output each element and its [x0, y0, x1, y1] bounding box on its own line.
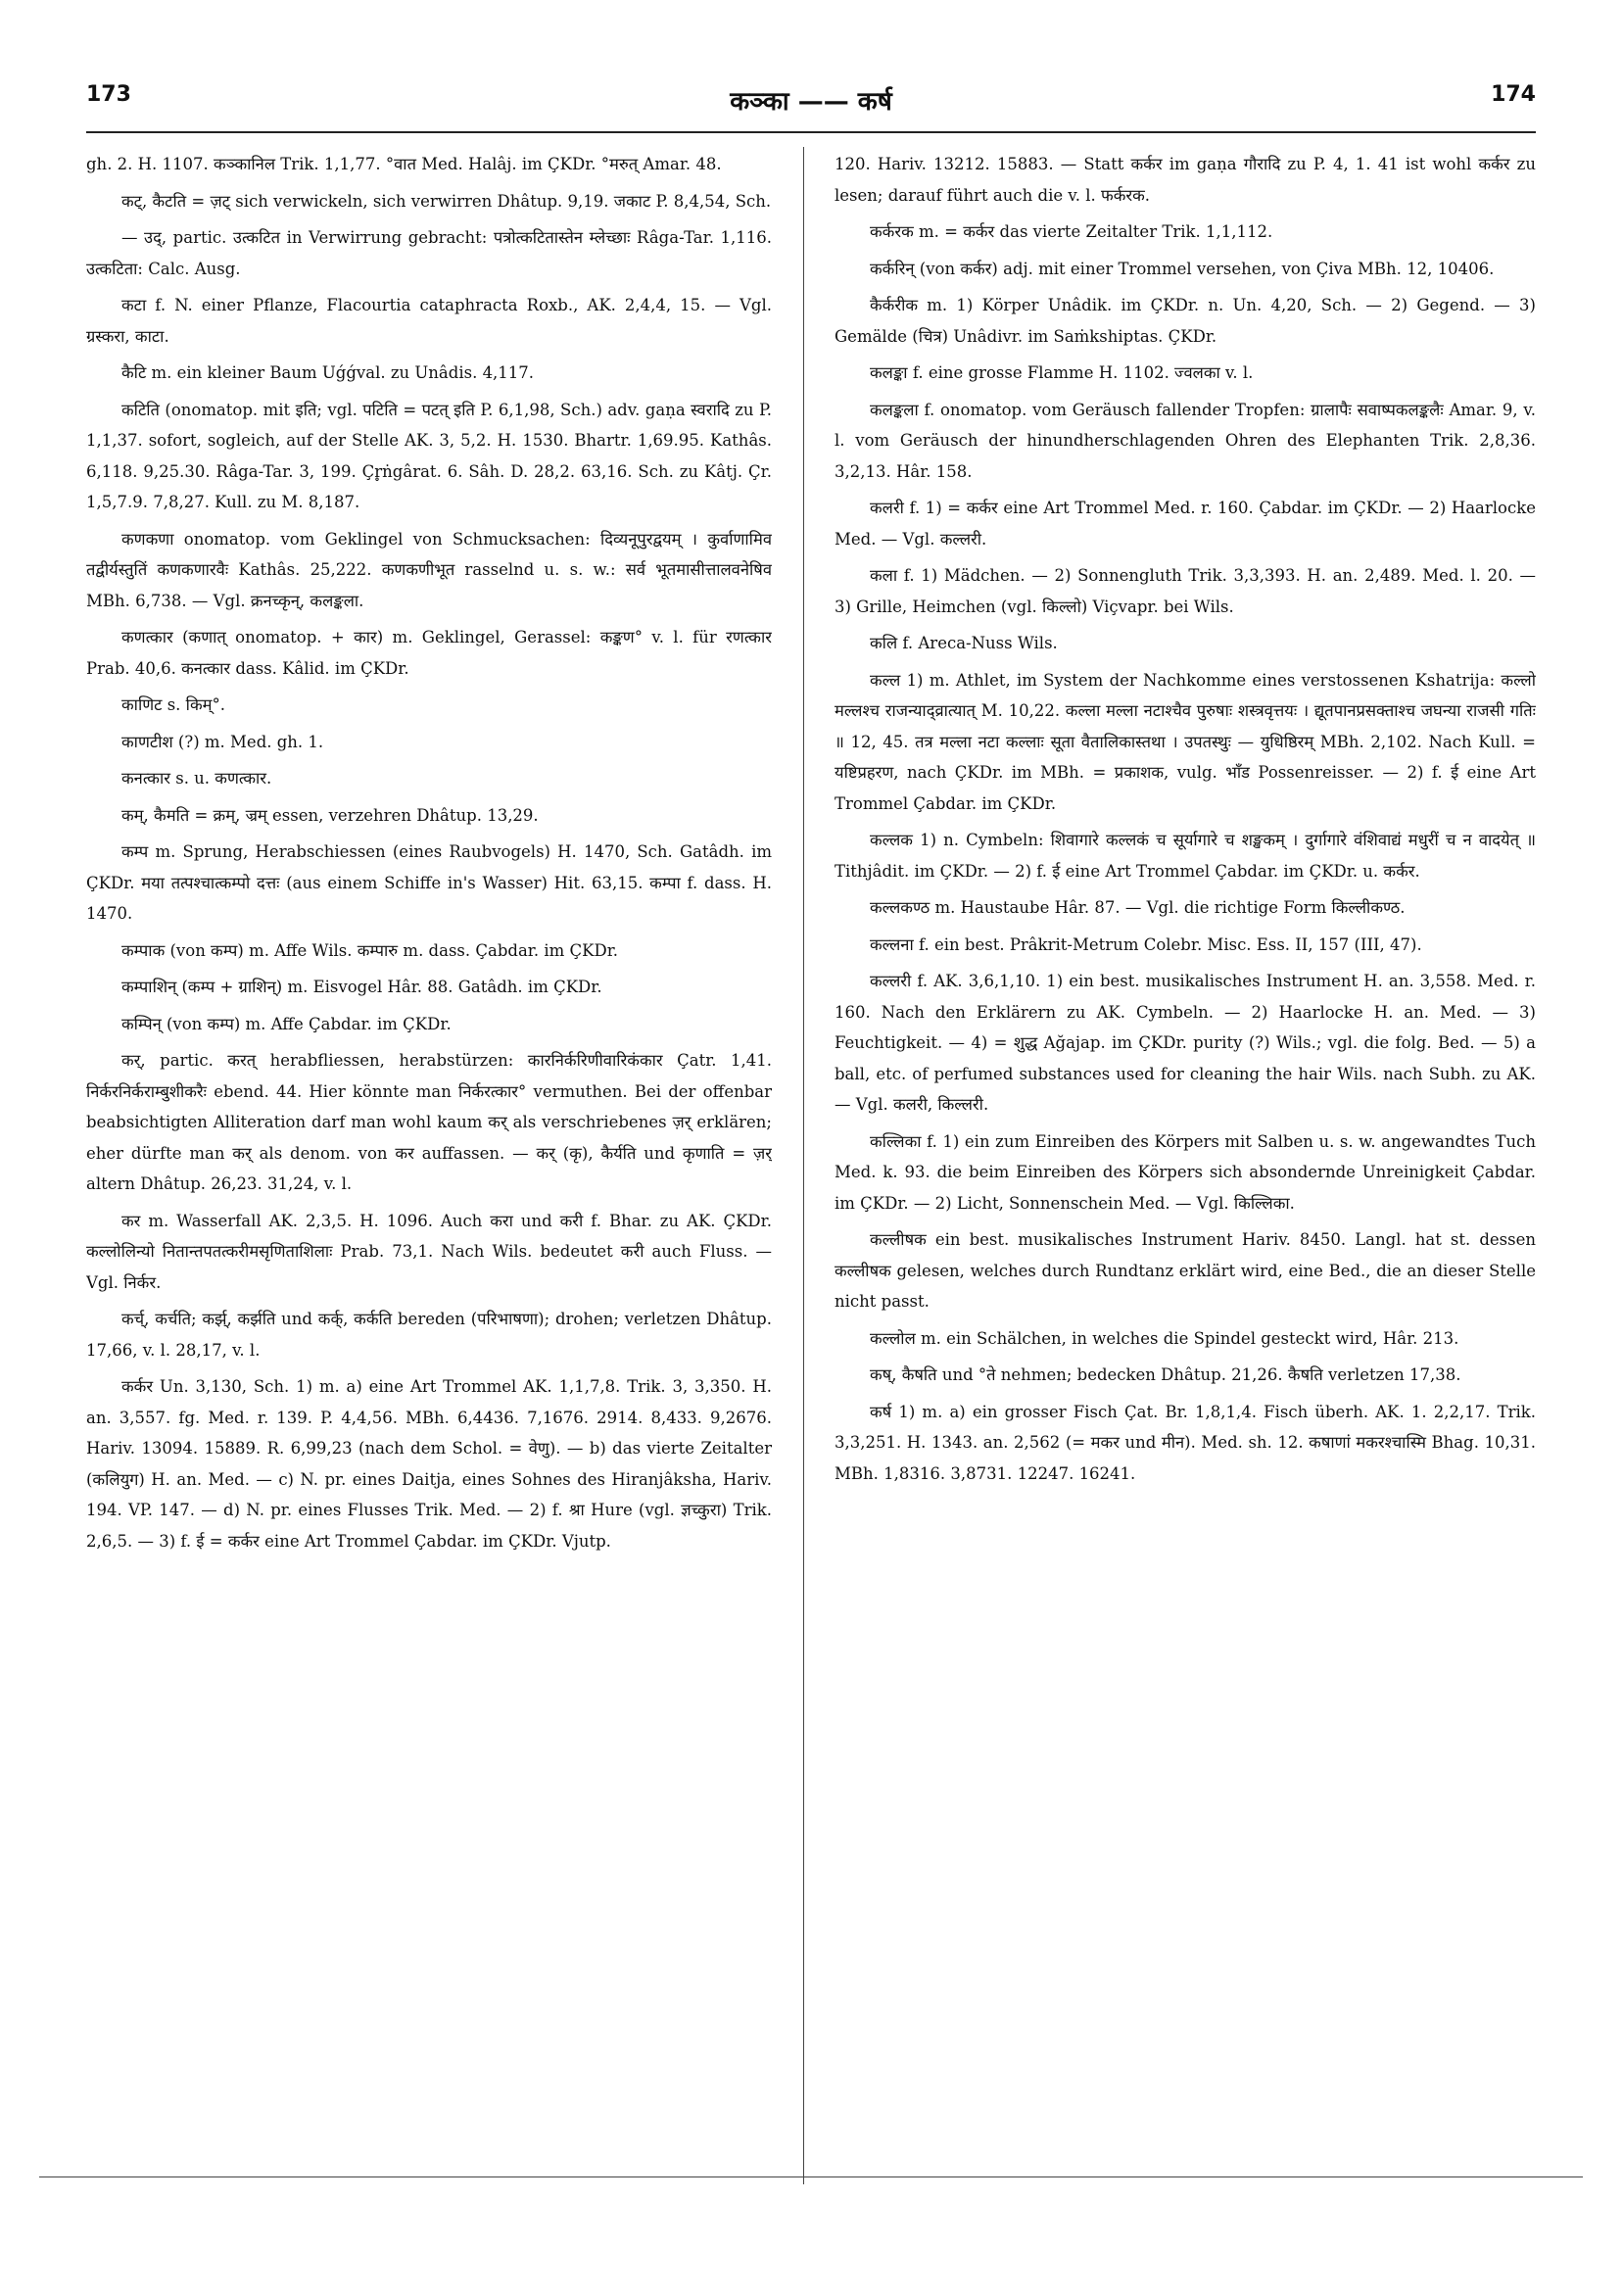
dictionary-entry: कटा f. N. einer Pflanze, Flacourtia cataphracta Roxb., AK. 2,4,4, 15. — Vgl. ग्रस्करा, काटा.: [86, 296, 772, 346]
dictionary-entry: कल्लिका f. 1) ein zum Einreiben des Körpers mit Salben u. s. w. angewandtes Tuch Med. k. 93. die beim Einreiben des Körpers sich absondernde Unreinigkeit Çabdar. im ÇKDr. — 2) Licht, Sonnenschein Med. — Vgl. किल्लिका.: [835, 1131, 1536, 1213]
dictionary-entry: कल्लक 1) n. Cymbeln: शिवागारे कल्लकं च सूर्यागारे च शङ्खकम् । दुर्गागारे वंशिवाद्यं मधुरीं च न वादयेत् ॥ Tithjâdit. im ÇKDr. — 2) f. ई eine Art Trommel Çabdar. im ÇKDr. u. कर्कर.: [835, 831, 1536, 881]
dictionary-entry: कनत्कार s. u. कणत्कार.: [121, 769, 272, 788]
dictionary-entry: कलि f. Areca-Nuss Wils.: [870, 634, 1058, 652]
dictionary-entry: कट्, कैटति = ज़ट् sich verwickeln, sich verwirren Dhâtup. 9,19. जकाट P. 8,4,54, Sch.: [121, 191, 772, 211]
column-divider: [803, 147, 804, 2184]
dictionary-entry: कल्लकण्ठ m. Haustaube Hâr. 87. — Vgl. die richtige Form किल्लीकण्ठ.: [870, 898, 1406, 917]
dictionary-entry: कल्ल 1) m. Athlet, im System der Nachkomme eines verstossenen Kshatrija: कल्लो मल्लश्च राजन्याद्व्रात्यात् M. 10,22. कल्ला मल्ला नटाश्चैव पुरुषाः शस्त्रवृत्तयः । द्यूतपानप्रसक्ताश्च जघन्या राजसी गतिः ॥ 12, 45. तत्र मल्ला नटा कल्लाः सूता वैतालिकास्तथा । उपतस्थुः — युधिष्ठिरम् MBh. 2,102. Nach Kull. = यष्टिप्रहरण, nach ÇKDr. im MBh. = प्रकाशक, vulg. भाँड Possenreisser. — 2) f. ई eine Art Trommel Çabdar. im ÇKDr.: [835, 670, 1536, 813]
dictionary-entry: कणकणा onomatop. vom Geklingel von Schmucksachen: दिव्यनूपुरद्वयम् । कुर्वाणामिव तद्वीर्यस्तुतिं कणकणारवैः Kathâs. 25,222. कणकणीभूत rasselnd u. s. w.: सर्व भूतमासीत्तालवनेषिव MBh. 6,738. — Vgl. क्रनच्कृन्, कलङ्कला.: [86, 529, 772, 610]
dictionary-entry: कलङ्का f. eine grosse Flamme H. 1102. ज्वलका v. l.: [870, 363, 1254, 382]
dictionary-entry: कलरी f. 1) = कर्कर eine Art Trommel Med. r. 160. Çabdar. im ÇKDr. — 2) Haarlocke Med. — Vgl. कल्लरी.: [835, 499, 1536, 549]
running-title: कञ्का —— कर्ष: [730, 87, 892, 117]
dictionary-entry: कैटि m. ein kleiner Baum Uǵǵval. zu Unâdis. 4,117.: [121, 363, 535, 382]
dictionary-entry: कला f. 1) Mädchen. — 2) Sonnengluth Trik. 3,3,393. H. an. 2,489. Med. l. 20. — 3) Grille, Heimchen (vgl. किल्लो) Viçvapr. bei Wils.: [835, 566, 1536, 616]
dictionary-entry: कल्लरी f. AK. 3,6,1,10. 1) ein best. musikalisches Instrument H. an. 3,558. Med. r. 160. Nach den Erklärern zu AK. Cymbeln. — 2) Haarlocke H. an. Med. — 3) Feuchtigkeit. — 4) = शुद्ध Ağajap. im ÇKDr. purity (?) Wils.; vgl. die folg. Bed. — 5) a ball, etc. of perfumed substances used for cleaning the hair Wils. nach Subh. zu AK. — Vgl. कलरी, किल्लरी.: [835, 972, 1536, 1114]
dictionary-entry: gh. 2. H. 1107. कञ्कानिल Trik. 1,1,77. °वात Med. Halâj. im ÇKDr. °मरुत् Amar. 48.: [86, 155, 722, 173]
dictionary-entry: कर्च्, कर्चति; कर्झ्, कर्झति und कर्क्, कर्कति bereden (परिभाषणा); drohen; verletzen Dhâtup. 17,66, v. l. 28,17, v. l.: [86, 1310, 772, 1360]
right-page-number: 174: [1491, 82, 1536, 107]
dictionary-entry: कम्पिन् (von कम्प) m. Affe Çabdar. im ÇKDr.: [121, 1014, 452, 1033]
page-header: [86, 82, 1536, 125]
dictionary-entry: कम्, कैमति = क्रम्, ज्रम् essen, verzehren Dhâtup. 13,29.: [121, 805, 539, 825]
dictionary-entry: कलङ्कला f. onomatop. vom Geräusch fallender Tropfen: ग्रालापैः सवाष्पकलङ्कलैः Amar. 9, v. l. vom Geräusch der hinundherschlagenden Ohren des Elephanten Trik. 2,8,36. 3,2,13. Hâr. 158.: [835, 400, 1536, 481]
dictionary-entry: कटिति (onomatop. mit इति; vgl. पटिति = पटत् इति P. 6,1,98, Sch.) adv. gaṇa स्वरादि zu P. 1,1,37. sofort, sogleich, auf der Stelle AK. 3, 5,2. H. 1530. Bhartr. 1,69.95. Kathâs. 6,118. 9,25.30. Râga-Tar. 3, 199. Çr̥ṅgârat. 6. Sâh. D. 28,2. 63,16. Sch. zu Kâtj. Çr. 1,5,7.9. 7,8,27. Kull. zu M. 8,187.: [86, 400, 772, 511]
dictionary-entry: कर्, partic. करत् herabfliessen, herabstürzen: कारनिर्करिणीवारिकंकार Çatr. 1,41. निर्करनिर्कराम्बुशीकरैः ebend. 44. Hier könnte man निर्करत्कार° vermuthen. Bei der offenbar beabsichtigten Alliteration darf man wohl kaum कर् als verschriebenes ज़र् erklären; eher dürfte man कर् als denom. von कर auffassen. — कर् (कृ), कैर्यति und कृणाति = ज़र् altern Dhâtup. 26,23. 31,24, v. l.: [86, 1051, 772, 1193]
dictionary-entry: कल्लोल m. ein Schälchen, in welches die Spindel gesteckt wird, Hâr. 213.: [870, 1328, 1459, 1348]
dictionary-entry: काणटीश (?) m. Med. gh. 1.: [121, 732, 324, 751]
dictionary-entry: कर्करक m. = कर्कर das vierte Zeitalter Trik. 1,1,112.: [870, 222, 1273, 241]
dictionary-entry: कर्ष 1) m. a) ein grosser Fisch Çat. Br. 1,8,1,4. Fisch überh. AK. 1. 2,2,17. Trik. 3,3,251. H. 1343. an. 2,562 (= मकर und मीन). Med. sh. 12. कषाणां मकरश्चास्मि Bhag. 10,31. MBh. 1,8316. 3,8731. 12247. 16241.: [835, 1402, 1536, 1483]
dictionary-entry: कम्प m. Sprung, Herabschiessen (eines Raubvogels) H. 1470, Sch. Gatâdh. im ÇKDr. मया तत्पश्चात्कम्पो दत्तः (aus einem Schiffe in's Wasser) Hit. 63,15. कम्पा f. dass. H. 1470.: [86, 842, 772, 923]
footer-rule: [39, 2176, 1583, 2177]
left-page-number: 173: [86, 82, 131, 107]
dictionary-entry: 120. Hariv. 13212. 15883. — Statt कर्कर im gaṇa गौरादि zu P. 4, 1. 41 ist wohl कर्कर zu lesen; darauf führt auch die v. l. फर्करक.: [835, 155, 1536, 205]
left-column: [86, 149, 772, 2196]
dictionary-entry: कैर्करीक m. 1) Körper Unâdik. im ÇKDr. n. Un. 4,20, Sch. — 2) Gegend. — 3) Gemälde (चित्र) Unâdivr. im Saṁkshiptas. ÇKDr.: [835, 296, 1536, 346]
dictionary-entry: कल्लना f. ein best. Prâkrit-Metrum Colebr. Misc. Ess. II, 157 (III, 47).: [870, 934, 1422, 954]
dictionary-entry: — उद्, partic. उत्कटित in Verwirrung gebracht: पत्रोत्कटितास्तेन म्लेच्छाः Râga-Tar. 1,116. उत्कटिता: Calc. Ausg.: [86, 228, 772, 278]
header-rule: [86, 131, 1536, 133]
dictionary-entry: कर्कर Un. 3,130, Sch. 1) m. a) eine Art Trommel AK. 1,1,7,8. Trik. 3, 3,350. H. an. 3,557. fg. Med. r. 139. P. 4,4,56. MBh. 6,4436. 7,1676. 2914. 8,433. 9,2676. Hariv. 13094. 15889. R. 6,99,23 (nach dem Schol. = वेणु). — b) das vierte Zeitalter (कलियुग) H. an. Med. — c) N. pr. eines Daitja, eines Sohnes des Hiranjâksha, Hariv. 194. VP. 147. — d) N. pr. eines Flusses Trik. Med. — 2) f. श्रा Hure (vgl. ज्ञच्कुरा) Trik. 2,6,5. — 3) f. ई = कर्कर eine Art Trommel Çabdar. im ÇKDr. Vjutp.: [86, 1377, 772, 1551]
dictionary-entry: कष्, कैषति und °ते nehmen; bedecken Dhâtup. 21,26. कैषति verletzen 17,38.: [870, 1365, 1461, 1384]
dictionary-entry: कर m. Wasserfall AK. 2,3,5. H. 1096. Auch करा und करी f. Bhar. zu AK. ÇKDr. कल्लोलिन्यो नितान्तपतत्करीमसृणिताशिलाः Prab. 73,1. Nach Wils. bedeutet करी auch Fluss. — Vgl. निर्कर.: [86, 1211, 772, 1292]
right-column: [835, 149, 1536, 2196]
dictionary-entry: कर्करिन् (von कर्कर) adj. mit einer Trommel versehen, von Çiva MBh. 12, 10406.: [870, 259, 1495, 278]
dictionary-entry: कल्लीषक ein best. musikalisches Instrument Hariv. 8450. Langl. hat st. dessen कल्लीषक gelesen, welches durch Rundtanz erklärt wird, eine Bed., die an dieser Stelle nicht passt.: [835, 1230, 1536, 1311]
dictionary-entry: कणत्कार (कणात् onomatop. + कार) m. Geklingel, Gerassel: कङ्कण° v. l. für रणत्कार Prab. 40,6. कनत्कार dass. Kâlid. im ÇKDr.: [86, 628, 772, 678]
dictionary-entry: कम्पाशिन् (कम्प + ग्राशिन्) m. Eisvogel Hâr. 88. Gatâdh. im ÇKDr.: [121, 978, 602, 996]
dictionary-entry: काणिट s. किम्°.: [121, 695, 225, 714]
dictionary-entry: कम्पाक (von कम्प) m. Affe Wils. कम्पारु m. dass. Çabdar. im ÇKDr.: [121, 940, 619, 960]
